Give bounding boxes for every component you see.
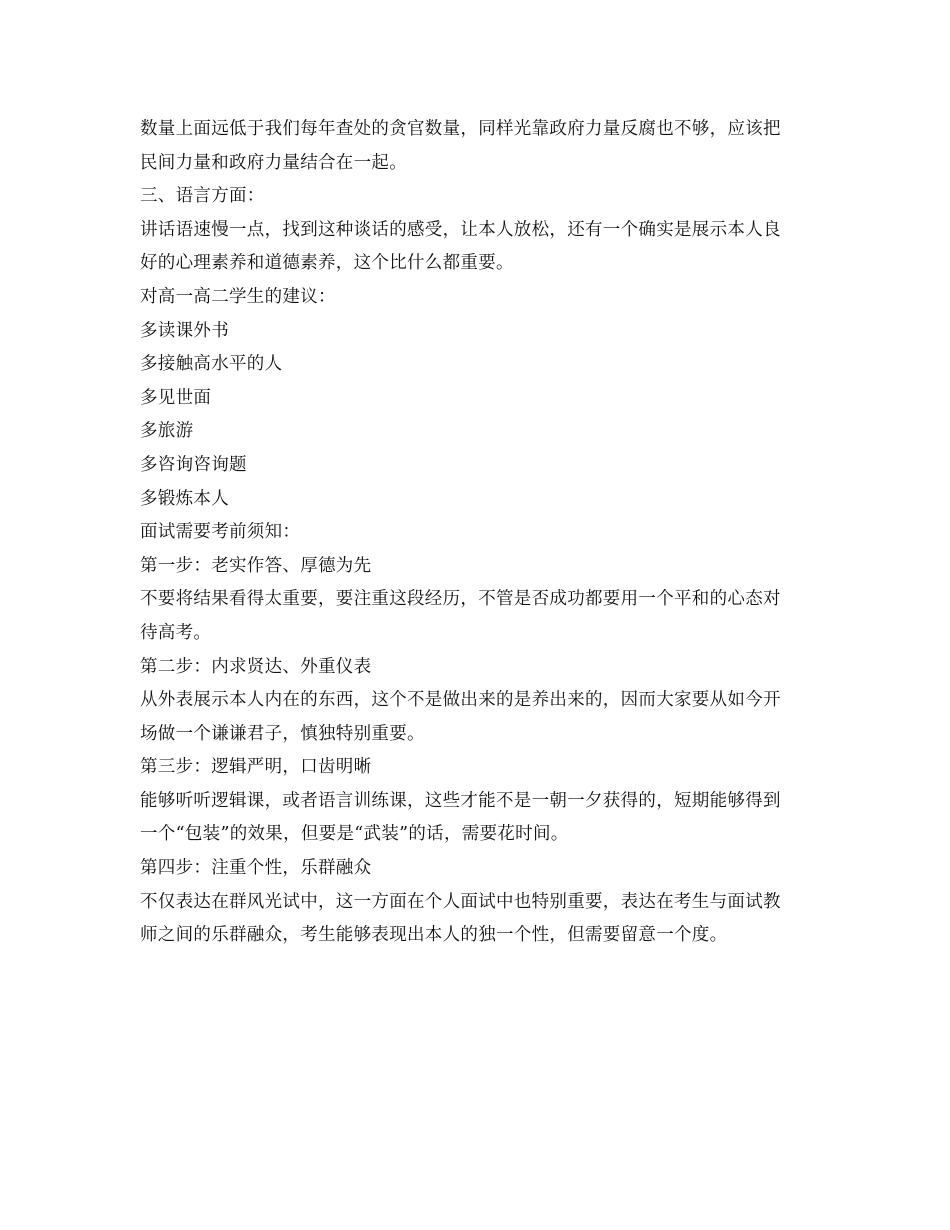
list-item: 多锻炼本人 [140,488,229,509]
text-line: 讲话语速慢一点，找到这种谈话的感受，让本人放松，还有一个确实是展示本人良 [140,219,781,240]
text-line: 师之间的乐群融众，考生能够表现出本人的独一个性，但需要留意一个度。 [140,925,728,946]
text-line: 不要将结果看得太重要，要注重这段经历，不管是否成功都要用一个平和的心态对 [140,589,781,610]
list-item: 多接触高水平的人 [140,354,283,375]
text-line: 能够听听逻辑课，或者语言训练课，这些才能不是一朝一夕获得的，短期能够得到 [140,790,781,811]
section-heading: 对高一高二学生的建议： [140,286,336,307]
step-heading: 第四步：注重个性，乐群融众 [140,858,372,879]
step-heading: 第一步：老实作答、厚德为先 [140,555,372,576]
text-line: 从外表展示本人内在的东西，这个不是做出来的是养出来的，因而大家要从如今开 [140,690,781,711]
document-body [140,113,812,953]
text-line: 民间力量和政府力量结合在一起。 [140,152,407,173]
text-line: 不仅表达在群风光试中，这一方面在个人面试中也特别重要，表达在考生与面试教 [140,891,781,912]
step-heading: 第三步：逻辑严明，口齿明晰 [140,757,372,778]
text-line: 场做一个谦谦君子，慎独特别重要。 [140,723,425,744]
text-line: 好的心理素养和道德素养，这个比什么都重要。 [140,253,514,274]
step-heading: 第二步：内求贤达、外重仪表 [140,656,372,677]
text-line: 待高考。 [140,622,212,643]
list-item: 多咨询咨询题 [140,454,247,475]
list-item: 多旅游 [140,421,194,442]
list-item: 多读课外书 [140,320,229,341]
text-line: 数量上面远低于我们每年查处的贪官数量，同样光靠政府力量反腐也不够，应该把 [140,119,781,139]
list-item: 多见世面 [140,387,212,408]
section-heading: 三、语言方面： [140,186,265,207]
text-line: 一个“包装”的效果，但要是“武装”的话，需要花时间。 [140,824,569,845]
section-heading: 面试需要考前须知： [140,522,301,543]
